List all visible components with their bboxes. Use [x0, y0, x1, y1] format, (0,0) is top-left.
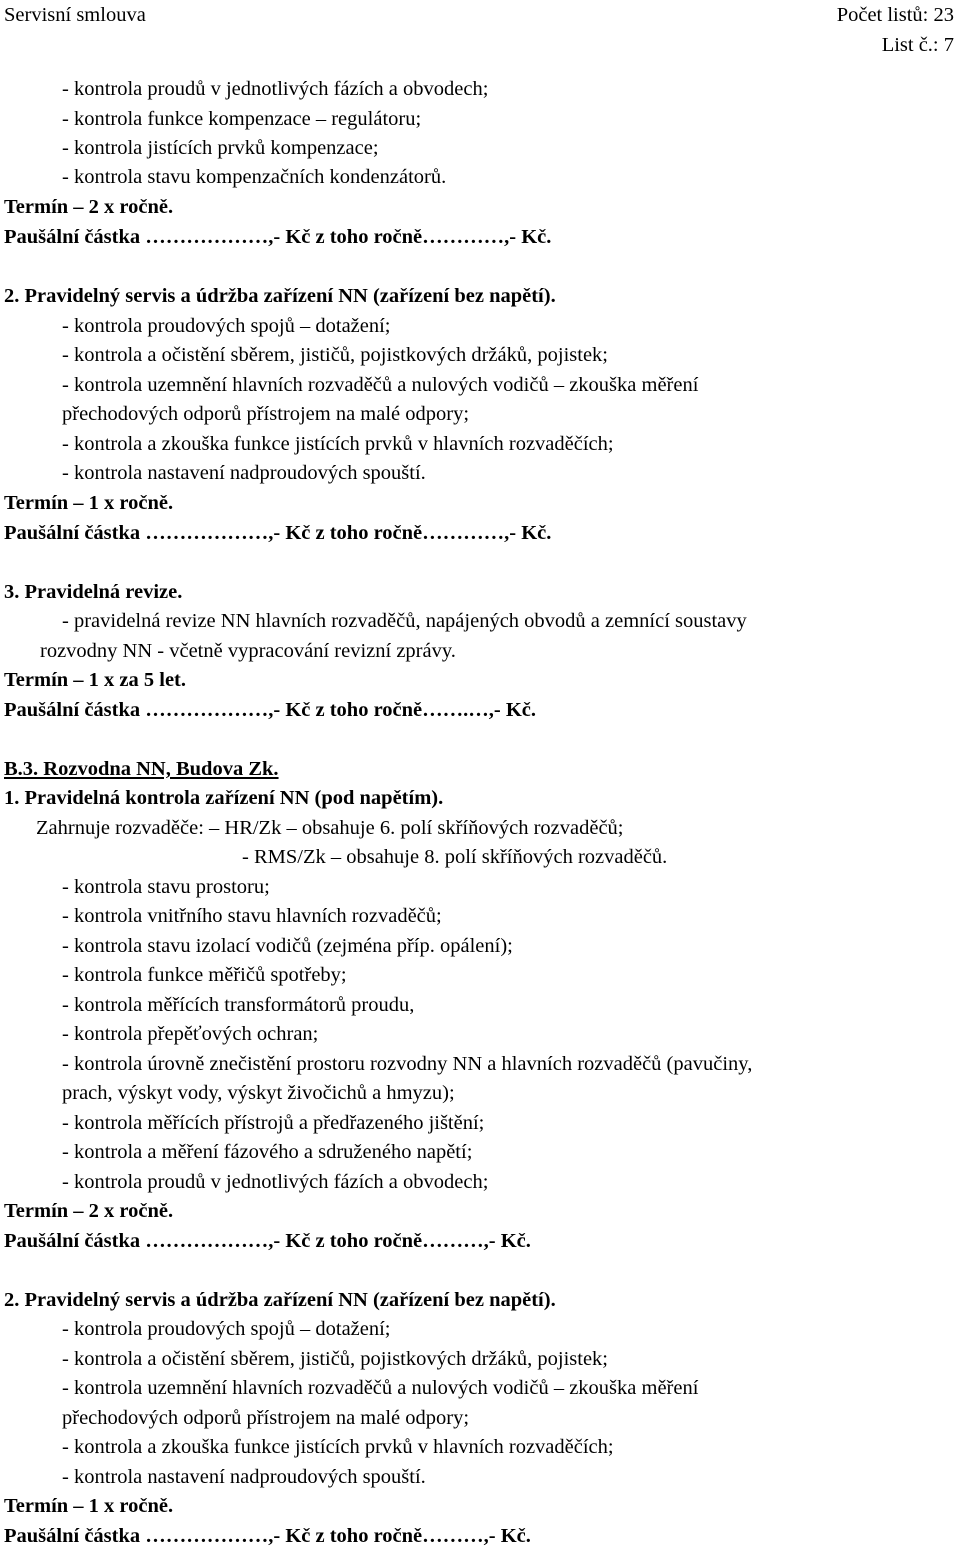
text-line: - kontrola a měření fázového a sdruženého napětí; [62, 1141, 473, 1163]
text-line: - kontrola nastavení nadproudových spouští. [62, 1466, 426, 1488]
section-line: Paušální částka ………………,- Kč z toho ročně………,- Kč. [4, 1525, 531, 1547]
text-line: - kontrola přepěťových ochran; [62, 1023, 319, 1045]
text-line: - kontrola proudů v jednotlivých fázích a obvodech; [62, 1171, 489, 1193]
text-line: - kontrola funkce měřičů spotřeby; [62, 964, 347, 986]
text-line: - kontrola a zkouška funkce jistících prvků v hlavních rozvaděčích; [62, 433, 614, 455]
text-line: - kontrola vnitřního stavu hlavních rozvaděčů; [62, 905, 442, 927]
section-line: 2. Pravidelný servis a údržba zařízení NN (zařízení bez napětí). [4, 1289, 556, 1311]
text-line: přechodových odporů přístrojem na malé odpory; [62, 403, 470, 425]
text-line: - kontrola a zkouška funkce jistících prvků v hlavních rozvaděčích; [62, 1436, 614, 1458]
section-line: Termín – 2 x ročně. [4, 1200, 174, 1222]
section-line: Termín – 1 x ročně. [4, 492, 174, 514]
text-line: - kontrola uzemnění hlavních rozvaděčů a nulových vodičů – zkouška měření [62, 1377, 699, 1399]
text-line: - kontrola stavu prostoru; [62, 876, 270, 898]
text-line: - kontrola proudových spojů – dotažení; [62, 315, 391, 337]
page-info [837, 0, 954, 60]
text-line: - kontrola stavu kompenzačních kondenzátorů. [62, 166, 447, 188]
section-line: 3. Pravidelná revize. [4, 581, 183, 603]
text-line: - pravidelná revize NN hlavních rozvaděčů, napájených obvodů a zemnící soustavy [62, 610, 747, 632]
page-count: Počet listů: 23 [836, 4, 954, 26]
section-line: Termín – 2 x ročně. [4, 196, 174, 218]
text-line: - RMS/Zk – obsahuje 8. polí skříňových rozvaděčů. [242, 846, 668, 868]
section-line: Termín – 1 x ročně. [4, 1495, 174, 1517]
text-line: - kontrola proudových spojů – dotažení; [62, 1318, 391, 1340]
text-line: rozvodny NN - včetně vypracování revizní zprávy. [40, 640, 456, 662]
text-line: - kontrola uzemnění hlavních rozvaděčů a nulových vodičů – zkouška měření [62, 374, 699, 396]
section-line: Paušální částka ………………,- Kč z toho ročně…….…,- Kč. [4, 699, 537, 721]
section-line: Termín – 1 x za 5 let. [4, 669, 187, 691]
text-line: - kontrola měřících transformátorů proudu, [62, 994, 415, 1016]
document-title: Servisní smlouva [4, 4, 146, 26]
section-line: Paušální částka ………………,- Kč z toho ročně…………,- Kč. [4, 522, 552, 544]
text-line: - kontrola jistících prvků kompenzace; [62, 137, 379, 159]
section-line: Paušální částka ………………,- Kč z toho ročně………,- Kč. [4, 1230, 531, 1252]
text-line: - kontrola funkce kompenzace – regulátoru; [62, 108, 422, 130]
text-line: - kontrola nastavení nadproudových spouští. [62, 462, 426, 484]
text-line: - kontrola stavu izolací vodičů (zejména příp. opálení); [62, 935, 513, 957]
page-number: List č.: 7 [881, 34, 954, 56]
text-line: - kontrola úrovně znečistění prostoru rozvodny NN a hlavních rozvaděčů (pavučiny, [62, 1053, 753, 1075]
section-line: Paušální částka ………………,- Kč z toho ročně…………,- Kč. [4, 226, 552, 248]
text-line: - kontrola a očistění sběrem, jističů, pojistkových držáků, pojistek; [62, 344, 608, 366]
text-line: přechodových odporů přístrojem na malé odpory; [62, 1407, 470, 1429]
section-line: 2. Pravidelný servis a údržba zařízení NN (zařízení bez napětí). [4, 285, 556, 307]
section-line: B.3. Rozvodna NN, Budova Zk. [4, 758, 279, 780]
text-line: prach, výskyt vody, výskyt živočichů a hmyzu); [62, 1082, 455, 1104]
text-line: - kontrola proudů v jednotlivých fázích a obvodech; [62, 78, 489, 100]
text-line: - kontrola a očistění sběrem, jističů, pojistkových držáků, pojistek; [62, 1348, 608, 1370]
text-line: Zahrnuje rozvaděče: – HR/Zk – obsahuje 6. polí skříňových rozvaděčů; [36, 817, 624, 839]
text-line: - kontrola měřících přístrojů a předřazeného jištění; [62, 1112, 485, 1134]
section-line: 1. Pravidelná kontrola zařízení NN (pod napětím). [4, 787, 444, 809]
